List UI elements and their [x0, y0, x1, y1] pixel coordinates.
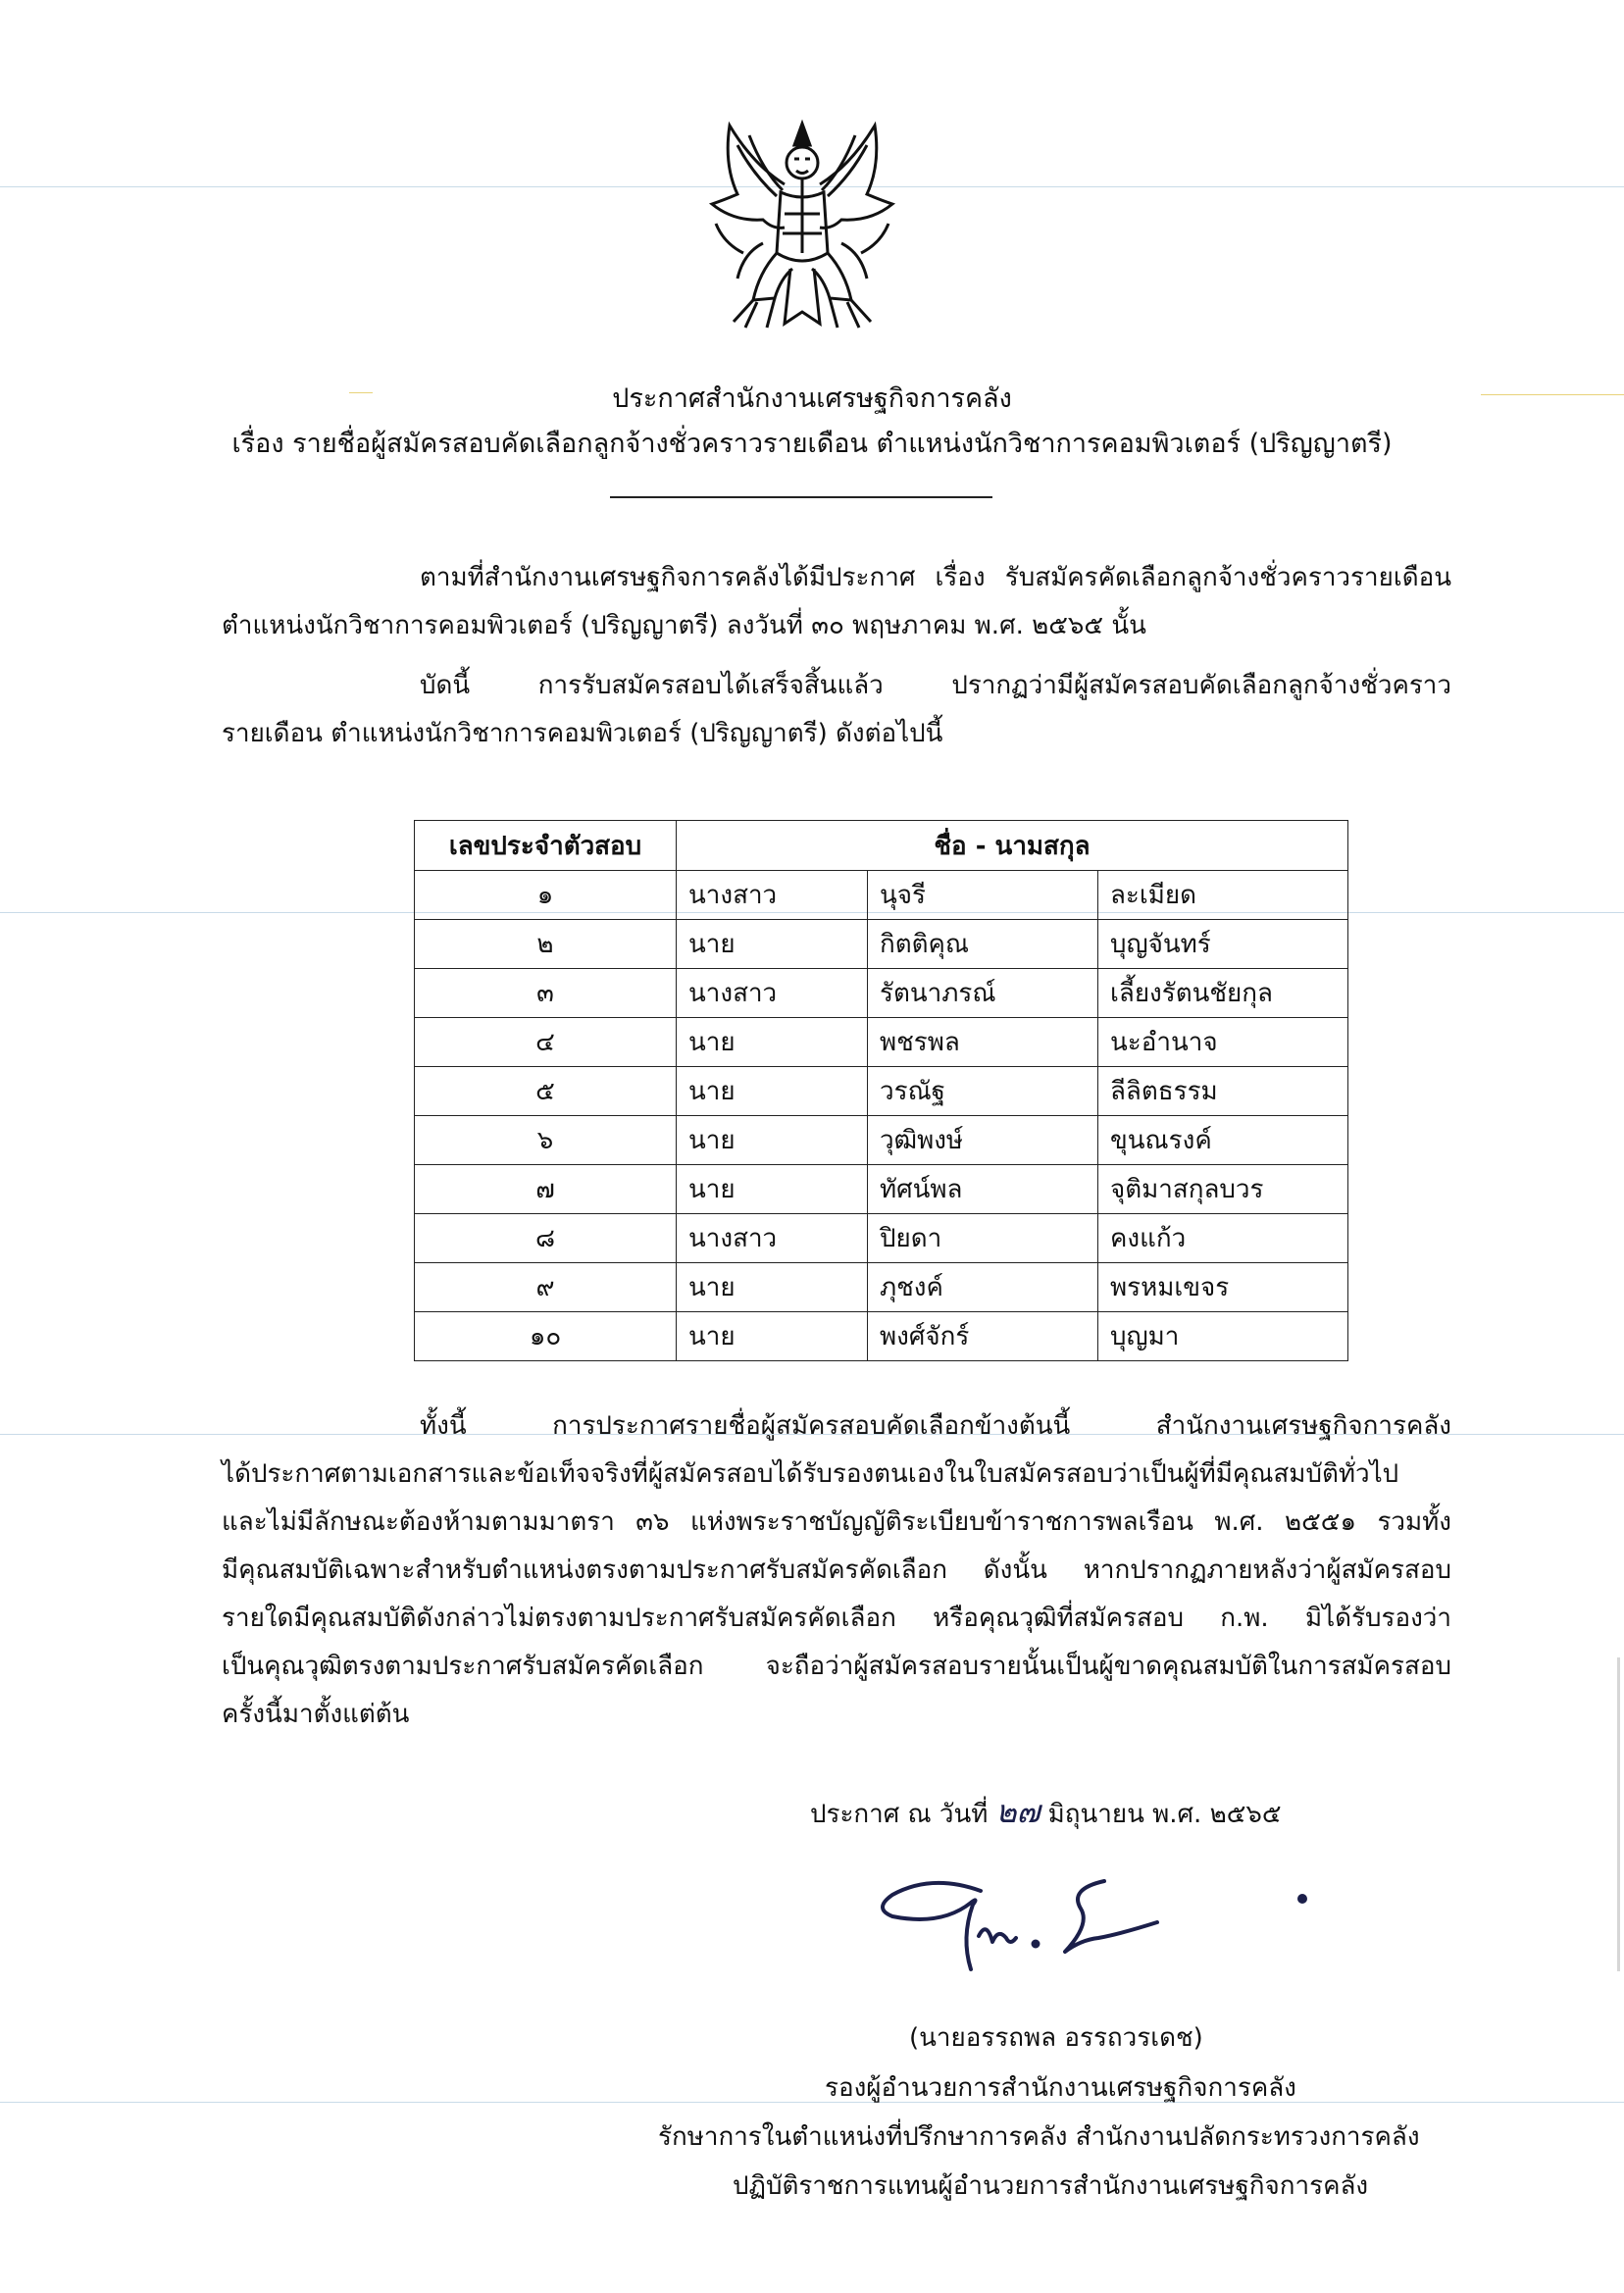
paragraph-line: รายใดมีคุณสมบัติดังกล่าวไม่ตรงตามประกาศรับสมัครคัดเลือก หรือคุณวุฒิที่สมัครสอบ ก.พ. มิได้รับรองว่า: [222, 1604, 1451, 1633]
exam-id-cell: ๙: [415, 1263, 677, 1312]
last-name-cell: บุญมา: [1098, 1312, 1348, 1361]
scan-page-edge: [1617, 1657, 1620, 1971]
paragraph-reference: [222, 554, 1451, 650]
first-name-cell: ปิยดา: [868, 1214, 1098, 1263]
first-name-cell: กิตติคุณ: [868, 920, 1098, 969]
last-name-cell: คงแก้ว: [1098, 1214, 1348, 1263]
paragraph-line: ครั้งนี้มาตั้งแต่ต้น: [222, 1700, 410, 1729]
document-title: ประกาศสำนักงานเศรษฐกิจการคลัง: [612, 383, 1012, 414]
paragraph-line: ได้ประกาศตามเอกสารและข้อเท็จจริงที่ผู้สมัครสอบได้รับรองตนเองในใบสมัครสอบว่าเป็นผู้ที่มีคุณสมบัติทั่วไป: [222, 1459, 1399, 1489]
applicant-table: [414, 820, 1348, 1361]
title-prefix-cell: นาย: [677, 1263, 868, 1312]
title-prefix-cell: นาย: [677, 1067, 868, 1116]
title-prefix-cell: นาย: [677, 1116, 868, 1165]
first-name-cell: นุจรี: [868, 871, 1098, 920]
table-row: [415, 1214, 1348, 1263]
last-name-cell: ขุนณรงค์: [1098, 1116, 1348, 1165]
table-header-row: [415, 821, 1348, 871]
table-row: [415, 1067, 1348, 1116]
title-prefix-cell: นางสาว: [677, 1214, 868, 1263]
paragraph-line: มีคุณสมบัติเฉพาะสำหรับตำแหน่งตรงตามประกาศรับสมัครคัดเลือก ดังนั้น หากปรากฏภายหลังว่าผู้สมัครสอบ: [222, 1555, 1451, 1585]
table-row: [415, 1018, 1348, 1067]
table-row: [415, 871, 1348, 920]
last-name-cell: นะอำนาจ: [1098, 1018, 1348, 1067]
paragraph-line: ตามที่สำนักงานเศรษฐกิจการคลังได้มีประกาศ เรื่อง รับสมัครคัดเลือกลูกจ้างชั่วคราวรายเดือน: [420, 563, 1451, 592]
table-row: [415, 1165, 1348, 1214]
exam-id-cell: ๘: [415, 1214, 677, 1263]
exam-id-cell: ๗: [415, 1165, 677, 1214]
title-prefix-cell: นาย: [677, 1165, 868, 1214]
signatory-delegation: ปฏิบัติราชการแทนผู้อำนวยการสำนักงานเศรษฐกิจการคลัง: [733, 2171, 1369, 2201]
last-name-cell: เลี้ยงรัตนชัยกุล: [1098, 969, 1348, 1018]
exam-id-cell: ๕: [415, 1067, 677, 1116]
table-row: [415, 1116, 1348, 1165]
garuda-emblem-icon: [694, 106, 910, 341]
paragraph-conditions: [222, 1402, 1451, 1739]
paragraph-line: ทั้งนี้ การประกาศรายชื่อผู้สมัครสอบคัดเลือกข้างต้นนี้ สำนักงานเศรษฐกิจการคลัง: [420, 1411, 1451, 1441]
first-name-cell: พงศ์จักร์: [868, 1312, 1098, 1361]
first-name-cell: วุฒิพงษ์: [868, 1116, 1098, 1165]
handwritten-signature: [863, 1844, 1314, 1981]
title-prefix-cell: นางสาว: [677, 969, 868, 1018]
table-row: [415, 1312, 1348, 1361]
column-header-exam-id: เลขประจำตัวสอบ: [415, 821, 677, 871]
table-body: [415, 871, 1348, 1361]
title-prefix-cell: นาย: [677, 1312, 868, 1361]
paragraph-status: [222, 662, 1451, 758]
last-name-cell: ลีลิตธรรม: [1098, 1067, 1348, 1116]
date-prefix: ประกาศ ณ วันที่: [810, 1800, 989, 1829]
last-name-cell: พรหมเขจร: [1098, 1263, 1348, 1312]
announcement-date: [810, 1787, 1282, 1837]
document-subject: เรื่อง รายชื่อผู้สมัครสอบคัดเลือกลูกจ้างชั่วคราวรายเดือน ตำแหน่งนักวิชาการคอมพิวเตอร์ (ปริญญาตรี): [231, 429, 1393, 459]
table-row: [415, 920, 1348, 969]
paragraph-line: บัดนี้ การรับสมัครสอบได้เสร็จสิ้นแล้ว ปรากฏว่ามีผู้สมัครสอบคัดเลือกลูกจ้างชั่วคราว: [420, 671, 1451, 700]
signatory-name: (นายอรรถพล อรรถวรเดช): [909, 2023, 1203, 2053]
date-suffix: มิถุนายน พ.ศ. ๒๕๖๕: [1047, 1800, 1282, 1829]
paragraph-line: เป็นคุณวุฒิตรงตามประกาศรับสมัครคัดเลือก จะถือว่าผู้สมัครสอบรายนั้นเป็นผู้ขาดคุณสมบัติในการสมัครสอบ: [222, 1652, 1451, 1681]
table-row: [415, 969, 1348, 1018]
handwritten-day: ๒๗: [995, 1793, 1040, 1830]
title-prefix-cell: นาย: [677, 920, 868, 969]
paragraph-line: และไม่มีลักษณะต้องห้ามตามมาตรา ๓๖ แห่งพระราชบัญญัติระเบียบข้าราชการพลเรือน พ.ศ. ๒๕๕๑ รวมทั้ง: [222, 1507, 1451, 1537]
signatory-position: รองผู้อำนวยการสำนักงานเศรษฐกิจการคลัง: [825, 2073, 1296, 2103]
exam-id-cell: ๔: [415, 1018, 677, 1067]
column-header-full-name: ชื่อ - นามสกุล: [677, 821, 1348, 871]
paragraph-line: รายเดือน ตำแหน่งนักวิชาการคอมพิวเตอร์ (ปริญญาตรี) ดังต่อไปนี้: [222, 719, 943, 748]
table-row: [415, 1263, 1348, 1312]
last-name-cell: บุญจันทร์: [1098, 920, 1348, 969]
signatory-acting-position: รักษาการในตำแหน่งที่ปรึกษาการคลัง สำนักงานปลัดกระทรวงการคลัง: [658, 2122, 1420, 2152]
title-prefix-cell: นางสาว: [677, 871, 868, 920]
paragraph-line: ตำแหน่งนักวิชาการคอมพิวเตอร์ (ปริญญาตรี) ลงวันที่ ๓๐ พฤษภาคม พ.ศ. ๒๕๖๕ นั้น: [222, 611, 1146, 640]
exam-id-cell: ๖: [415, 1116, 677, 1165]
first-name-cell: วรณัฐ: [868, 1067, 1098, 1116]
exam-id-cell: ๑: [415, 871, 677, 920]
exam-id-cell: ๑๐: [415, 1312, 677, 1361]
first-name-cell: รัตนาภรณ์: [868, 969, 1098, 1018]
scan-artifact-line: [0, 2102, 1624, 2103]
first-name-cell: ทัศน์พล: [868, 1165, 1098, 1214]
exam-id-cell: ๓: [415, 969, 677, 1018]
first-name-cell: ภุชงค์: [868, 1263, 1098, 1312]
title-divider: [610, 496, 992, 498]
title-prefix-cell: นาย: [677, 1018, 868, 1067]
exam-id-cell: ๒: [415, 920, 677, 969]
last-name-cell: จุติมาสกุลบวร: [1098, 1165, 1348, 1214]
first-name-cell: พชรพล: [868, 1018, 1098, 1067]
last-name-cell: ละเมียด: [1098, 871, 1348, 920]
